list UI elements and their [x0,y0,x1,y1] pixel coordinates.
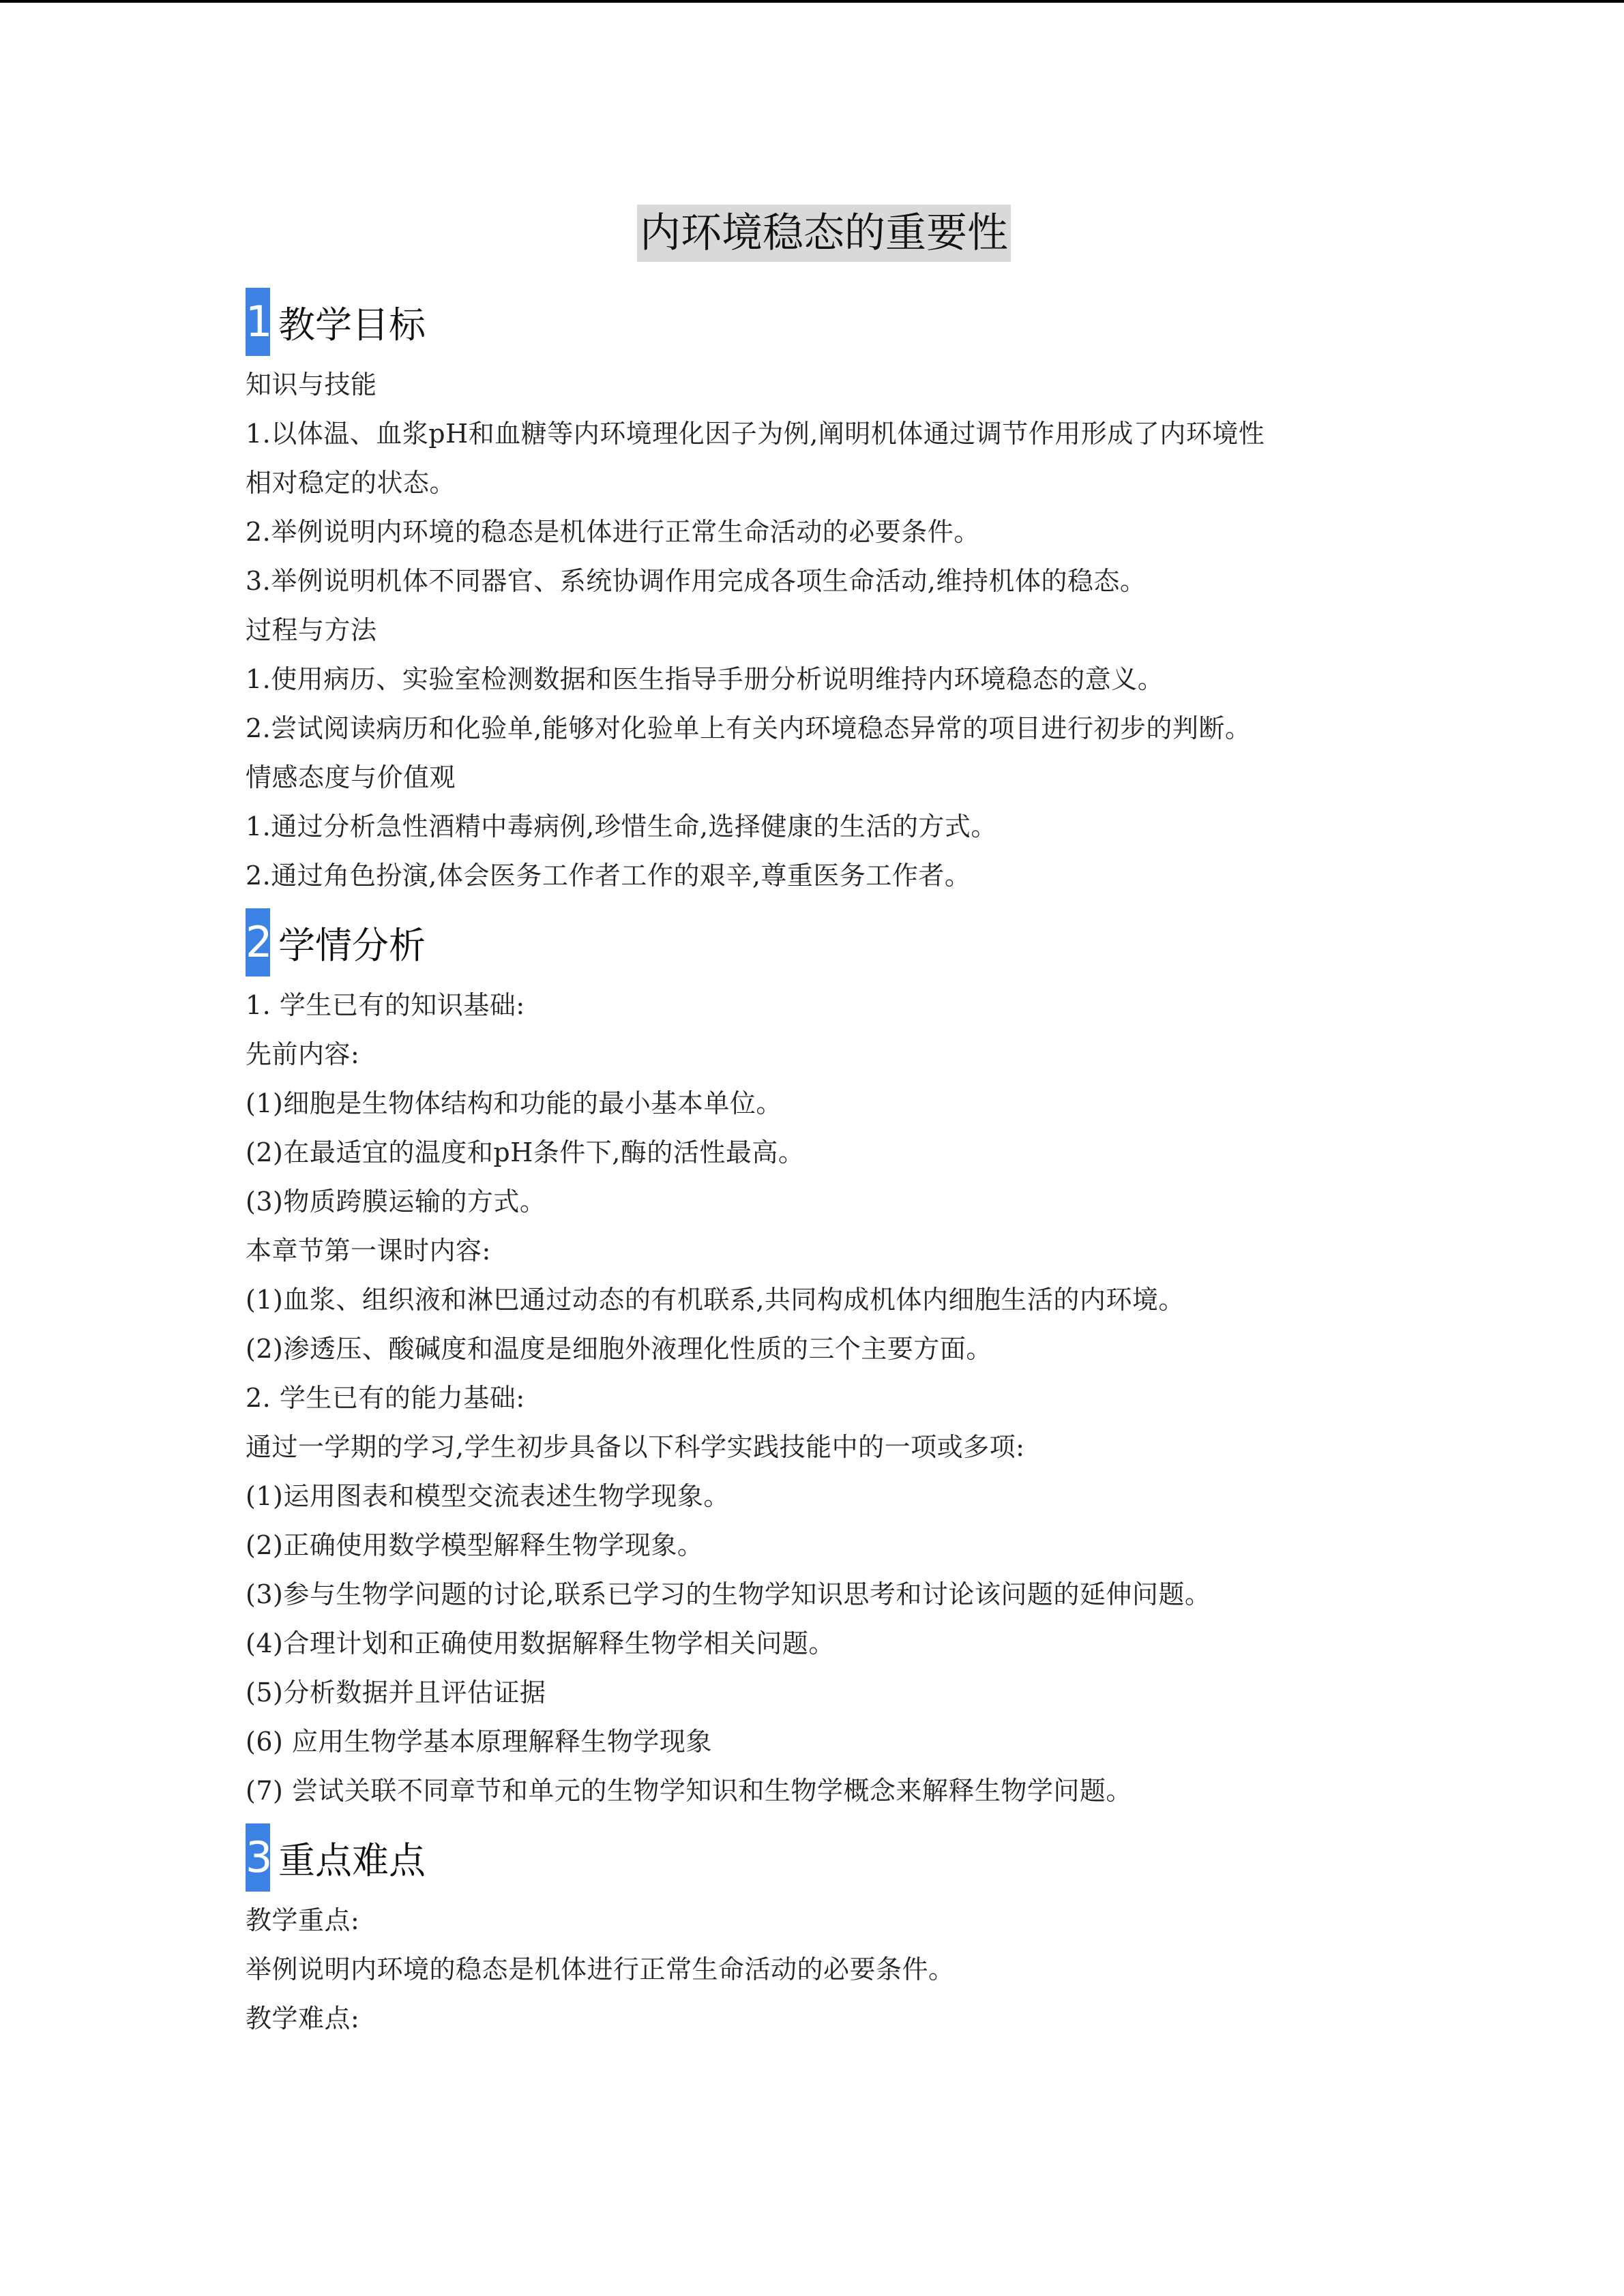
list-item: (1)细胞是生物体结构和功能的最小基本单位。 [246,1088,782,1118]
page-top-border [0,0,1624,3]
section-heading [246,907,1391,978]
section-number-badge: 2 [246,908,270,976]
paragraph-line: 本章节第一课时内容: [246,1236,491,1266]
subheading-process-methods: 过程与方法 [246,615,377,645]
subheading-key-points: 教学重点: [246,1905,360,1935]
paragraph-line: 1.使用病历、实验室检测数据和医生指导手册分析说明维持内环境稳态的意义。 [246,664,1164,694]
paragraph-line: 1.以体温、血浆pH和血糖等内环境理化因子为例,阐明机体通过调节作用形成了内环境性 [246,419,1265,449]
document-page [246,205,1391,2043]
document-title: 内环境稳态的重要性 [637,205,1011,262]
list-item: (2)在最适宜的温度和pH条件下,酶的活性最高。 [246,1137,805,1167]
section-heading [246,286,1391,357]
paragraph-line: 2. 学生已有的能力基础: [246,1383,525,1413]
paragraph-line: 相对稳定的状态。 [246,468,456,498]
list-item: (4)合理计划和正确使用数据解释生物学相关问题。 [246,1628,835,1658]
paragraph-line: 1.通过分析急性酒精中毒病例,珍惜生命,选择健康的生活的方式。 [246,811,997,841]
list-item: (2)渗透压、酸碱度和温度是细胞外液理化性质的三个主要方面。 [246,1334,992,1364]
paragraph-line: 通过一学期的学习,学生初步具备以下科学实践技能中的一项或多项: [246,1432,1025,1462]
paragraph-line: 2.尝试阅读病历和化验单,能够对化验单上有关内环境稳态异常的项目进行初步的判断。 [246,713,1252,743]
section-title: 教学目标 [278,303,426,346]
section-learner-analysis [246,907,1391,1815]
section-number-badge: 1 [246,288,270,356]
list-item: (1)运用图表和模型交流表述生物学现象。 [246,1481,730,1511]
section-teaching-objectives [246,286,1391,900]
list-item: (2)正确使用数学模型解释生物学现象。 [246,1530,704,1560]
paragraph-line: 1. 学生已有的知识基础: [246,990,525,1020]
section-key-difficult-points [246,1822,1391,2043]
subheading-attitudes-values: 情感态度与价值观 [246,762,456,792]
title-container [246,205,1391,280]
list-item: (5)分析数据并且评估证据 [246,1678,546,1708]
paragraph-line: 2.通过角色扮演,体会医务工作者工作的艰辛,尊重医务工作者。 [246,861,971,891]
paragraph-line: 举例说明内环境的稳态是机体进行正常生命活动的必要条件。 [246,1954,955,1984]
subheading-difficult-points: 教学难点: [246,2003,360,2033]
paragraph-line: 先前内容: [246,1039,360,1069]
list-item: (1)血浆、组织液和淋巴通过动态的有机联系,共同构成机体内细胞生活的内环境。 [246,1285,1185,1315]
paragraph-line: 3.举例说明机体不同器官、系统协调作用完成各项生命活动,维持机体的稳态。 [246,566,1147,596]
section-number-badge: 3 [246,1823,270,1892]
section-title: 学情分析 [278,923,426,967]
list-item: (7) 尝试关联不同章节和单元的生物学知识和生物学概念来解释生物学问题。 [246,1776,1132,1806]
list-item: (3)参与生物学问题的讨论,联系已学习的生物学知识思考和讨论该问题的延伸问题。 [246,1579,1211,1609]
paragraph-line: 2.举例说明内环境的稳态是机体进行正常生命活动的必要条件。 [246,517,980,547]
list-item: (3)物质跨膜运输的方式。 [246,1187,546,1217]
list-item: (6) 应用生物学基本原理解释生物学现象 [246,1727,712,1757]
subheading-knowledge-skills: 知识与技能 [246,370,377,400]
section-heading [246,1822,1391,1893]
section-title: 重点难点 [278,1838,426,1882]
